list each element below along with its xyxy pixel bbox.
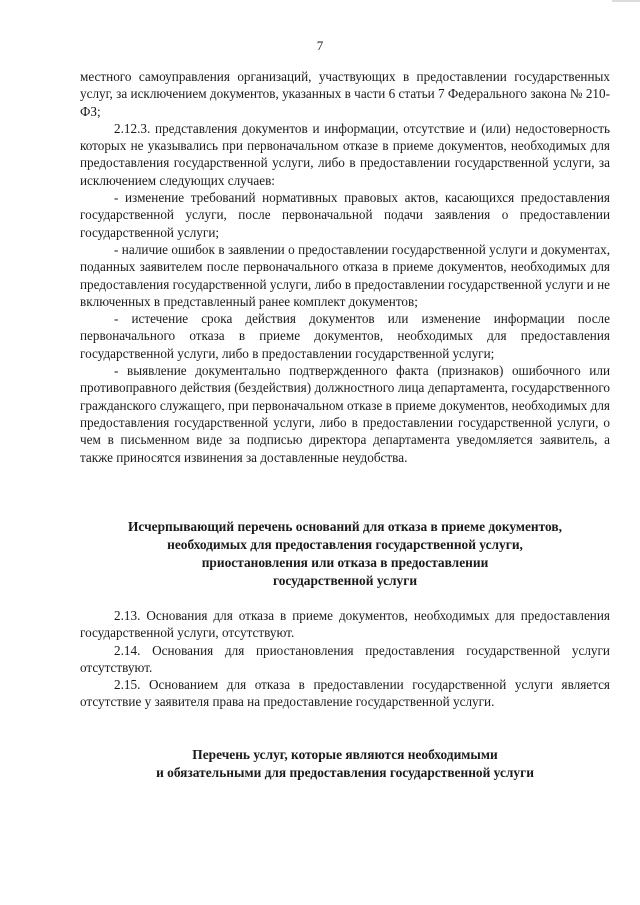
section-heading	[80, 746, 610, 782]
paragraph: 2.15. Основанием для отказа в предоставлении государственной услуги является отсутствие у заявителя права на предоставление государственной услуги.	[80, 677, 610, 710]
paragraph: 2.14. Основания для приостановления предоставления государственной услуги отсутствуют.	[80, 642, 610, 675]
scan-edge-mark	[612, 0, 640, 2]
heading-line: Исчерпывающий перечень оснований для отказа в приеме документов,	[128, 519, 562, 534]
paragraph: местного самоуправления организаций, участвующих в предоставлении государственных услуг, за исключением документов, указанных в части 6 статьи 7 Федерального закона № 210-ФЗ;	[80, 69, 610, 119]
heading-line: необходимых для предоставления государственной услуги,	[167, 537, 523, 552]
list-item: - наличие ошибок в заявлении о предоставлении государственной услуги и документах, поданных заявителем после первоначального отказа в приеме документов, необходимых для предоставления государственной услуги, либо в предоставлении государственной услуги и не включенных в представленный ранее комплект документов;	[80, 241, 610, 309]
heading-line: приостановления или отказа в предоставлении	[201, 555, 489, 570]
heading-line: и обязательными для предоставления государственной услуги	[156, 765, 534, 780]
heading-line: государственной услуги	[272, 573, 418, 588]
grounds-text-block	[80, 607, 610, 711]
heading-line: Перечень услуг, которые являются необходимыми	[192, 747, 498, 762]
paragraph: 2.13. Основания для отказа в приеме документов, необходимых для предоставления государственной услуги, отсутствуют.	[80, 608, 610, 641]
section-heading	[80, 518, 610, 590]
list-item: - выявление документально подтвержденного факта (признаков) ошибочного или противоправного действия (бездействия) должностного лица департамента, государственного гражданского служащего, при первоначальном отказе в приеме документов, необходимых для предоставления государственной услуги, либо в предоставлении государственной услуги, о чем в письменном виде за подписью директора департамента уведомляется заявитель, а также приносятся извинения за доставленные неудобства.	[80, 363, 610, 465]
main-text-block	[80, 68, 610, 466]
list-item: - изменение требований нормативных правовых актов, касающихся предоставления государственной услуги, после первоначальной подачи заявления о предоставлении государственной услуги;	[80, 190, 610, 240]
page-number: 7	[316, 38, 324, 53]
paragraph: 2.12.3. представления документов и информации, отсутствие и (или) недостоверность которых не указывались при первоначальном отказе в приеме документов, необходимых для предоставления государственной услуги, либо в предоставлении государственной услуги, за исключением следующих случаев:	[80, 120, 610, 188]
list-item: - истечение срока действия документов или изменение информации после первоначального отказа в приеме документов, необходимых для предоставления государственной услуги, либо в предоставлении государственной услуги;	[80, 311, 610, 361]
